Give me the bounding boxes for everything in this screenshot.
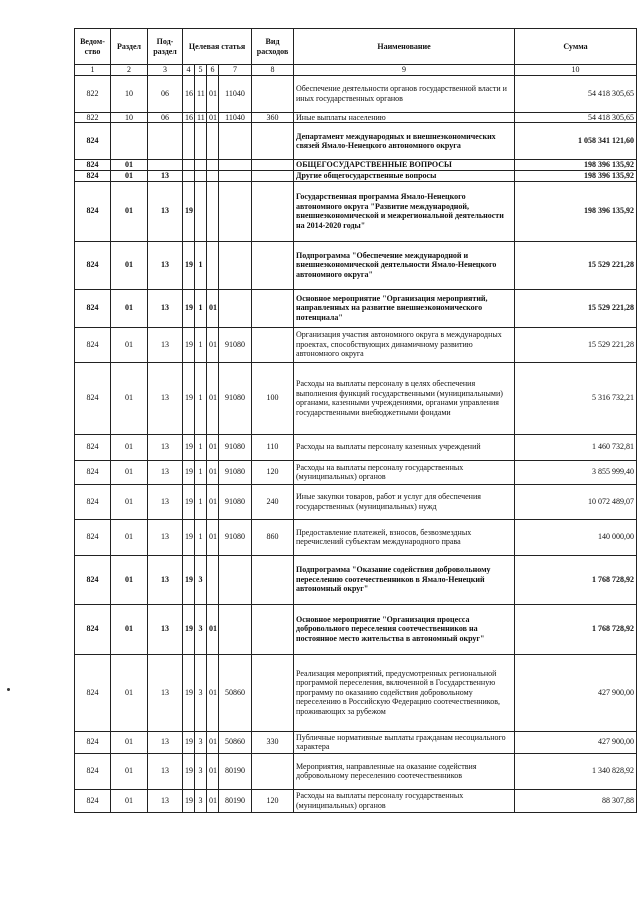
column-number-row [75,65,637,76]
table-row [75,123,637,160]
table-row [75,731,637,753]
cell-sum: 54 418 305,65 [515,75,637,112]
cell-target-program: 19 [183,362,195,434]
table-row [75,362,637,434]
cell-podrazdel: 13 [148,555,183,604]
cell-sum: 10 072 489,07 [515,484,637,519]
table-row [75,171,637,182]
cell-ved: 824 [75,362,111,434]
cell-vid [252,753,294,789]
cell-target-subprogram: 3 [195,555,207,604]
cell-vid [252,160,294,171]
cell-target-direction [219,171,252,182]
cell-target-program: 19 [183,484,195,519]
cell-podrazdel [148,160,183,171]
cell-target-activity [207,181,219,241]
cell-target-activity: 01 [207,731,219,753]
cell-target-direction: 11040 [219,112,252,123]
cell-target-subprogram [195,123,207,160]
cell-target-subprogram: 1 [195,241,207,289]
cell-podrazdel [148,123,183,160]
cell-sum: 54 418 305,65 [515,112,637,123]
cell-target-direction [219,123,252,160]
cell-sum: 1 768 728,92 [515,555,637,604]
cell-sum: 15 529 221,28 [515,241,637,289]
table-body [75,75,637,812]
cell-target-activity: 01 [207,484,219,519]
cell-sum: 1 768 728,92 [515,604,637,654]
table-row [75,753,637,789]
cell-target-program [183,171,195,182]
header-sum: Сумма [515,29,637,65]
cell-vid: 360 [252,112,294,123]
cell-ved: 824 [75,789,111,812]
cell-vid [252,75,294,112]
colnum: 4 [183,65,195,76]
cell-target-activity: 01 [207,434,219,460]
cell-podrazdel: 13 [148,289,183,327]
cell-target-subprogram: 1 [195,289,207,327]
cell-vid: 120 [252,789,294,812]
cell-ved: 824 [75,604,111,654]
cell-vid [252,181,294,241]
header-name: Наименование [294,29,515,65]
cell-podrazdel: 13 [148,171,183,182]
colnum: 2 [111,65,148,76]
cell-target-activity: 01 [207,654,219,731]
cell-vid [252,604,294,654]
cell-name: Реализация мероприятий, предусмотренных региональной программой переселения, включенной в Государственную программу по оказанию содействия добровольному переселению в Российскую Федерацию соотечественников, проживающих за рубежом [294,654,515,731]
cell-target-program: 19 [183,241,195,289]
cell-sum: 3 855 999,40 [515,460,637,484]
cell-name: Расходы на выплаты персоналу казенных учреждений [294,434,515,460]
cell-razdel: 01 [111,241,148,289]
cell-target-activity: 01 [207,289,219,327]
cell-target-direction: 91080 [219,434,252,460]
cell-podrazdel: 13 [148,362,183,434]
cell-razdel: 10 [111,112,148,123]
cell-target-subprogram: 3 [195,604,207,654]
header-row [75,29,637,65]
cell-razdel: 01 [111,484,148,519]
cell-ved: 822 [75,112,111,123]
cell-name: Расходы на выплаты персоналу государственных (муниципальных) органов [294,789,515,812]
cell-razdel: 01 [111,654,148,731]
cell-target-program: 16 [183,112,195,123]
cell-podrazdel: 13 [148,731,183,753]
cell-vid: 110 [252,434,294,460]
cell-target-program: 19 [183,555,195,604]
cell-vid [252,241,294,289]
cell-target-activity: 01 [207,362,219,434]
cell-target-subprogram [195,181,207,241]
cell-sum: 198 396 135,92 [515,181,637,241]
cell-vid: 860 [252,519,294,555]
cell-ved: 824 [75,434,111,460]
colnum: 8 [252,65,294,76]
table-row [75,327,637,362]
cell-ved: 824 [75,171,111,182]
cell-target-program [183,160,195,171]
cell-vid: 120 [252,460,294,484]
cell-target-program: 19 [183,289,195,327]
cell-ved: 824 [75,123,111,160]
budget-table [74,28,637,813]
cell-target-activity [207,555,219,604]
cell-ved: 824 [75,731,111,753]
cell-target-direction: 50860 [219,731,252,753]
cell-sum: 427 900,00 [515,654,637,731]
cell-podrazdel: 13 [148,241,183,289]
cell-name: Государственная программа Ямало-Ненецкого автономного округа "Развитие международной, внешнеэкономической и межрегиональной деятельности на 2014-2020 годы" [294,181,515,241]
table-row [75,434,637,460]
cell-target-program: 19 [183,460,195,484]
colnum: 1 [75,65,111,76]
cell-razdel: 01 [111,555,148,604]
cell-target-direction: 50860 [219,654,252,731]
cell-target-direction [219,289,252,327]
cell-target-subprogram: 1 [195,519,207,555]
header-vid: Вид расходов [252,29,294,65]
cell-razdel: 01 [111,327,148,362]
cell-name: Другие общегосударственные вопросы [294,171,515,182]
cell-target-activity: 01 [207,460,219,484]
cell-name: Обеспечение деятельности органов государственной власти и иных государственных органов [294,75,515,112]
cell-target-subprogram: 11 [195,112,207,123]
colnum: 5 [195,65,207,76]
cell-name: ОБЩЕГОСУДАРСТВЕННЫЕ ВОПРОСЫ [294,160,515,171]
cell-target-subprogram: 3 [195,789,207,812]
cell-target-activity: 01 [207,604,219,654]
cell-target-direction [219,160,252,171]
cell-podrazdel: 13 [148,789,183,812]
cell-ved: 824 [75,160,111,171]
cell-target-activity: 01 [207,327,219,362]
cell-target-program: 19 [183,434,195,460]
cell-target-direction: 91080 [219,484,252,519]
cell-name: Подпрограмма "Обеспечение международной и внешнеэкономической деятельности Ямало-Ненецкого автономного округа" [294,241,515,289]
cell-target-activity: 01 [207,789,219,812]
cell-name: Основное мероприятие "Организация мероприятий, направленных на развитие внешнеэкономического потенциала" [294,289,515,327]
cell-target-subprogram [195,160,207,171]
cell-podrazdel: 13 [148,753,183,789]
cell-sum: 15 529 221,28 [515,327,637,362]
cell-name: Расходы на выплаты персоналу государственных (муниципальных) органов [294,460,515,484]
scan-dot-mark [7,688,10,691]
cell-target-program: 19 [183,753,195,789]
cell-ved: 824 [75,289,111,327]
table-row [75,519,637,555]
cell-sum: 1 058 341 121,60 [515,123,637,160]
header-target: Целевая статья [183,29,252,65]
cell-name: Публичные нормативные выплаты гражданам несоциального характера [294,731,515,753]
table-row [75,112,637,123]
table-row [75,241,637,289]
cell-name: Предоставление платежей, взносов, безвозмездных перечислений субъектам международного права [294,519,515,555]
table-row [75,654,637,731]
cell-razdel: 01 [111,460,148,484]
cell-target-subprogram: 3 [195,731,207,753]
cell-razdel: 01 [111,731,148,753]
table-row [75,604,637,654]
colnum: 10 [515,65,637,76]
colnum: 9 [294,65,515,76]
cell-razdel: 01 [111,171,148,182]
cell-target-program: 16 [183,75,195,112]
cell-target-direction [219,241,252,289]
cell-target-activity [207,171,219,182]
cell-name: Основное мероприятие "Организация процесса добровольного переселения соотечественников на постоянное место жительства в автономный округ" [294,604,515,654]
header-razdel: Раздел [111,29,148,65]
cell-ved: 824 [75,460,111,484]
cell-razdel: 01 [111,789,148,812]
colnum: 6 [207,65,219,76]
cell-target-program: 19 [183,327,195,362]
cell-vid: 240 [252,484,294,519]
cell-target-subprogram: 1 [195,460,207,484]
cell-sum: 1 340 828,92 [515,753,637,789]
cell-name: Иные закупки товаров, работ и услуг для обеспечения государственных (муниципальных) нужд [294,484,515,519]
cell-target-direction: 91080 [219,460,252,484]
cell-target-direction [219,555,252,604]
cell-name: Иные выплаты населению [294,112,515,123]
cell-target-program: 19 [183,789,195,812]
cell-vid: 330 [252,731,294,753]
cell-sum: 15 529 221,28 [515,289,637,327]
header-ved: Ведом-ство [75,29,111,65]
colnum: 3 [148,65,183,76]
cell-sum: 140 000,00 [515,519,637,555]
cell-ved: 824 [75,519,111,555]
cell-podrazdel: 13 [148,460,183,484]
cell-vid [252,289,294,327]
cell-target-activity [207,123,219,160]
table-row [75,460,637,484]
cell-vid [252,171,294,182]
cell-ved: 822 [75,75,111,112]
cell-sum: 1 460 732,81 [515,434,637,460]
cell-target-activity: 01 [207,112,219,123]
cell-sum: 5 316 732,21 [515,362,637,434]
cell-target-direction: 11040 [219,75,252,112]
cell-target-subprogram: 1 [195,484,207,519]
cell-ved: 824 [75,484,111,519]
cell-ved: 824 [75,181,111,241]
cell-razdel: 01 [111,434,148,460]
cell-vid [252,123,294,160]
cell-razdel: 01 [111,160,148,171]
cell-sum: 88 307,88 [515,789,637,812]
cell-name: Организация участия автономного округа в международных проектах, способствующих динамичному развитию автономного округа [294,327,515,362]
cell-target-direction: 91080 [219,519,252,555]
cell-target-program: 19 [183,519,195,555]
cell-target-direction: 80190 [219,789,252,812]
cell-target-subprogram: 3 [195,654,207,731]
table-row [75,160,637,171]
cell-name: Департамент международных и внешнеэкономических связей Ямало-Ненецкого автономного округа [294,123,515,160]
cell-name: Мероприятия, направленные на оказание содействия добровольному переселению соотечественников [294,753,515,789]
cell-razdel: 01 [111,289,148,327]
cell-target-direction [219,604,252,654]
colnum: 7 [219,65,252,76]
cell-ved: 824 [75,753,111,789]
cell-razdel: 01 [111,362,148,434]
cell-target-subprogram: 1 [195,327,207,362]
cell-vid: 100 [252,362,294,434]
cell-target-subprogram: 11 [195,75,207,112]
cell-razdel: 10 [111,75,148,112]
cell-vid [252,327,294,362]
cell-target-direction: 91080 [219,327,252,362]
table-row [75,484,637,519]
cell-podrazdel: 13 [148,604,183,654]
cell-target-subprogram: 1 [195,362,207,434]
table-row [75,181,637,241]
cell-ved: 824 [75,241,111,289]
cell-name: Подпрограмма "Оказание содействия добровольному переселению соотечественников в Ямало-Ненецкий автономный округ" [294,555,515,604]
cell-target-activity: 01 [207,519,219,555]
cell-razdel [111,123,148,160]
cell-podrazdel: 13 [148,181,183,241]
cell-target-activity: 01 [207,75,219,112]
cell-vid [252,654,294,731]
cell-target-program [183,123,195,160]
cell-target-program: 19 [183,731,195,753]
cell-ved: 824 [75,555,111,604]
cell-sum: 198 396 135,92 [515,171,637,182]
cell-razdel: 01 [111,181,148,241]
table-row [75,75,637,112]
cell-podrazdel: 13 [148,434,183,460]
cell-target-program: 19 [183,654,195,731]
cell-ved: 824 [75,327,111,362]
cell-razdel: 01 [111,604,148,654]
header-podrazdel: Под-раздел [148,29,183,65]
cell-target-direction: 91080 [219,362,252,434]
cell-razdel: 01 [111,753,148,789]
cell-ved: 824 [75,654,111,731]
cell-podrazdel: 13 [148,484,183,519]
cell-podrazdel: 06 [148,112,183,123]
cell-target-activity: 01 [207,753,219,789]
cell-podrazdel: 13 [148,654,183,731]
cell-sum: 427 900,00 [515,731,637,753]
cell-target-subprogram: 1 [195,434,207,460]
cell-target-program: 19 [183,181,195,241]
cell-target-direction [219,181,252,241]
cell-target-program: 19 [183,604,195,654]
cell-vid [252,555,294,604]
cell-target-direction: 80190 [219,753,252,789]
table-row [75,289,637,327]
cell-target-subprogram: 3 [195,753,207,789]
cell-podrazdel: 13 [148,327,183,362]
cell-target-subprogram [195,171,207,182]
cell-razdel: 01 [111,519,148,555]
table-row [75,789,637,812]
cell-name: Расходы на выплаты персоналу в целях обеспечения выполнения функций государственными (муниципальными) органами, казенными учреждениями, органами управления государственными внебюджетными фондами [294,362,515,434]
table-row [75,555,637,604]
cell-target-activity [207,160,219,171]
cell-sum: 198 396 135,92 [515,160,637,171]
cell-podrazdel: 13 [148,519,183,555]
cell-podrazdel: 06 [148,75,183,112]
cell-target-activity [207,241,219,289]
